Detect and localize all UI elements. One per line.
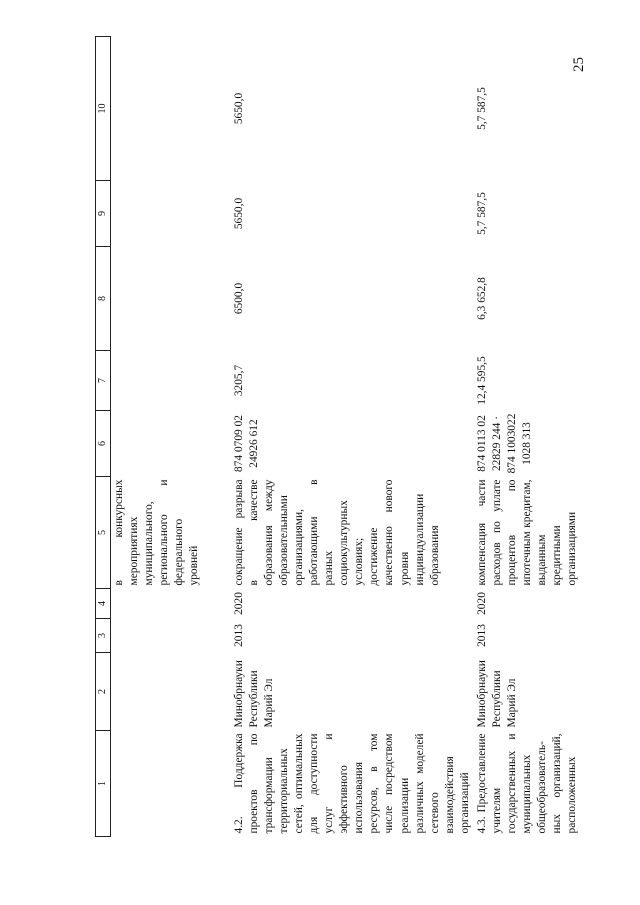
cell-value [111, 351, 232, 411]
cell-executor: Минобрнауки Республики Марий Эл [233, 660, 276, 728]
col-header: 4 [96, 589, 111, 619]
cell-start-year: 2013 [475, 624, 488, 647]
table-row [231, 37, 474, 837]
cell-result: сокращение разрыва в качестве образования между образовательными организациями, работающими в разных социокультурных условиях; достижение качественно нового уровня индивидуализации образования [233, 479, 441, 586]
table-row [111, 37, 232, 837]
header-row [96, 37, 111, 837]
cell-end-year: 2020 [475, 592, 488, 615]
cell-end-year: 2020 [233, 592, 245, 615]
cell-result: в конкурсных мероприятиях муниципального, регионального и федерального уровней [113, 479, 201, 586]
cell-budget-code: 874 0113 0222829 244 · 874 10030221028 313 [475, 413, 533, 474]
cell-value: 12,4 595,5 [475, 356, 488, 405]
page-number: 25 [571, 57, 587, 72]
cell-end-year [111, 589, 232, 619]
cell-value: 5650,0 [233, 92, 245, 125]
cell-value [111, 181, 232, 247]
cell-value [111, 247, 232, 351]
col-header: 2 [96, 653, 111, 731]
rotated-table-container [95, 37, 635, 837]
cell-budget-code [111, 411, 232, 477]
cell-value: 5650,0 [233, 197, 245, 230]
cell-activity: 4.2. Поддержка проектов по трансформации территориальных сетей, оптимальных для доступности услуг и эффективного использования ресурсов, в том числе посредством реализации различных моделей сетевого взаимодействия организаций [233, 733, 471, 834]
cell-start-year: 2013 [233, 624, 245, 647]
cell-value [111, 37, 232, 181]
col-header: 1 [96, 731, 111, 837]
col-header: 10 [96, 37, 111, 181]
cell-start-year [111, 619, 232, 653]
cell-executor: Минобрнауки Республики Марий Эл [475, 660, 518, 728]
col-header: 3 [96, 619, 111, 653]
cell-value: 6,3 652,8 [475, 277, 488, 320]
table-row [474, 37, 636, 837]
cell-budget-code: 874 0709 0224926 612 [233, 415, 261, 472]
cell-result: компенсация части расходов по уплате процентов по ипотечным кредитам, выданным кредитными организациями [475, 479, 579, 586]
cell-value: 6500,0 [233, 282, 245, 315]
col-header: 9 [96, 181, 111, 247]
col-header: 7 [96, 351, 111, 411]
cell-value: 5,7 587,5 [475, 87, 488, 130]
col-header: 5 [96, 477, 111, 589]
cell-activity [111, 731, 232, 837]
cell-executor [111, 653, 232, 731]
col-header: 6 [96, 411, 111, 477]
budget-table [95, 36, 636, 837]
cell-value: 5,7 587,5 [475, 192, 488, 235]
cell-value: 3205,7 [233, 364, 245, 397]
col-header: 8 [96, 247, 111, 351]
cell-activity: 4.3. Предоставление учителям государственных и муниципальных общеобразователь-ных организаций, расположенных [475, 733, 579, 834]
